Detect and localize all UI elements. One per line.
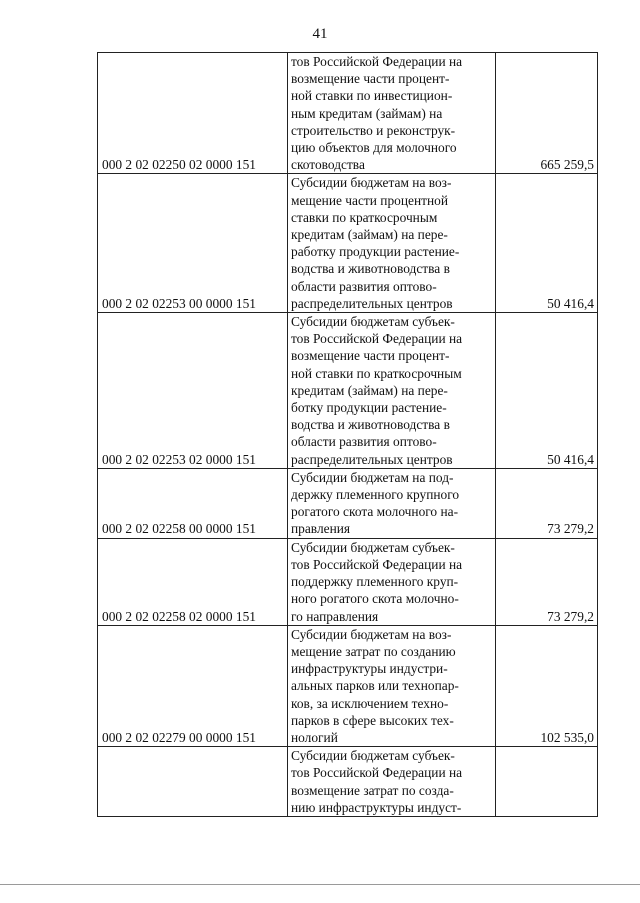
- description-line: нологий: [291, 729, 338, 745]
- description-line: Субсидии бюджетам на воз-: [291, 626, 452, 642]
- table-row: [98, 53, 598, 174]
- description-line: распределительных центров: [291, 451, 453, 467]
- description-line: возмещение затрат по созда-: [291, 782, 454, 798]
- description-cell: [288, 538, 496, 625]
- description-cell: [288, 468, 496, 538]
- description-line: Субсидии бюджетам субъек-: [291, 314, 455, 330]
- description-line: нию инфраструктуры индуст-: [291, 799, 462, 815]
- amount-cell: 50 416,4: [496, 174, 598, 313]
- description-line: строительство и реконструк-: [291, 122, 456, 138]
- budget-code-cell: 000 2 02 02279 00 0000 151: [98, 625, 288, 746]
- table-row: [98, 313, 598, 469]
- description-line: тов Российской Федерации на: [291, 765, 463, 781]
- description-line: ной ставки по краткосрочным: [291, 365, 462, 381]
- description-line: ков, за исключением техно-: [291, 695, 449, 711]
- description-cell: [288, 174, 496, 313]
- description-line: Субсидии бюджетам субъек-: [291, 748, 455, 764]
- description-line: мещение затрат по созданию: [291, 643, 456, 659]
- description-line: распределительных центров: [291, 295, 453, 311]
- amount-cell: 50 416,4: [496, 313, 598, 469]
- description-line: ной ставки по инвестицион-: [291, 88, 453, 104]
- table-row: [98, 625, 598, 746]
- description-line: тов Российской Федерации на: [291, 556, 463, 572]
- description-line: держку племенного крупного: [291, 487, 460, 503]
- description-line: Субсидии бюджетам субъек-: [291, 539, 455, 555]
- amount-cell: 102 535,0: [496, 625, 598, 746]
- description-line: возмещение части процент-: [291, 348, 450, 364]
- budget-code-cell: 000 2 02 02253 02 0000 151: [98, 313, 288, 469]
- table-row: [98, 468, 598, 538]
- description-line: Субсидии бюджетам на воз-: [291, 175, 452, 191]
- budget-code-cell: 000 2 02 02258 00 0000 151: [98, 468, 288, 538]
- description-line: поддержку племенного круп-: [291, 574, 459, 590]
- description-line: водства и животноводства в: [291, 261, 450, 277]
- description-line: водства и животноводства в: [291, 417, 450, 433]
- budget-code-cell: 000 2 02 02258 02 0000 151: [98, 538, 288, 625]
- table-row: [98, 538, 598, 625]
- description-cell: [288, 53, 496, 174]
- description-line: альных парков или технопар-: [291, 678, 459, 694]
- description-line: инфраструктуры индустри-: [291, 661, 448, 677]
- description-cell: [288, 747, 496, 817]
- page-number: 41: [312, 26, 328, 42]
- table-row: [98, 747, 598, 817]
- budget-table-body: [98, 53, 598, 817]
- amount-cell: 73 279,2: [496, 468, 598, 538]
- description-line: ным кредитам (займам) на: [291, 105, 443, 121]
- budget-table: [97, 52, 598, 817]
- description-cell: [288, 625, 496, 746]
- budget-code-cell: 000 2 02 02250 02 0000 151: [98, 53, 288, 174]
- description-line: скотоводства: [291, 157, 365, 173]
- description-line: кредитам (займам) на пере-: [291, 382, 448, 398]
- description-line: Субсидии бюджетам на под-: [291, 469, 454, 485]
- page-bottom-rule: [0, 884, 640, 885]
- table-row: [98, 174, 598, 313]
- description-line: кредитам (займам) на пере-: [291, 227, 448, 243]
- description-line: го направления: [291, 608, 379, 624]
- description-line: возмещение части процент-: [291, 71, 450, 87]
- description-line: парков в сфере высоких тех-: [291, 712, 454, 728]
- amount-cell: [496, 747, 598, 817]
- description-line: ставки по краткосрочным: [291, 209, 438, 225]
- description-line: цию объектов для молочного: [291, 140, 457, 156]
- description-line: ного рогатого скота молочно-: [291, 591, 459, 607]
- description-line: правления: [291, 521, 351, 537]
- description-line: ботку продукции растение-: [291, 400, 447, 416]
- description-line: тов Российской Федерации на: [291, 54, 463, 69]
- budget-code-cell: [98, 747, 288, 817]
- amount-cell: 665 259,5: [496, 53, 598, 174]
- description-cell: [288, 313, 496, 469]
- budget-code-cell: 000 2 02 02253 00 0000 151: [98, 174, 288, 313]
- description-line: области развития оптово-: [291, 434, 437, 450]
- amount-cell: 73 279,2: [496, 538, 598, 625]
- description-line: тов Российской Федерации на: [291, 331, 463, 347]
- description-line: работку продукции растение-: [291, 244, 460, 260]
- description-line: области развития оптово-: [291, 278, 437, 294]
- description-line: рогатого скота молочного на-: [291, 504, 459, 520]
- description-line: мещение части процентной: [291, 192, 448, 208]
